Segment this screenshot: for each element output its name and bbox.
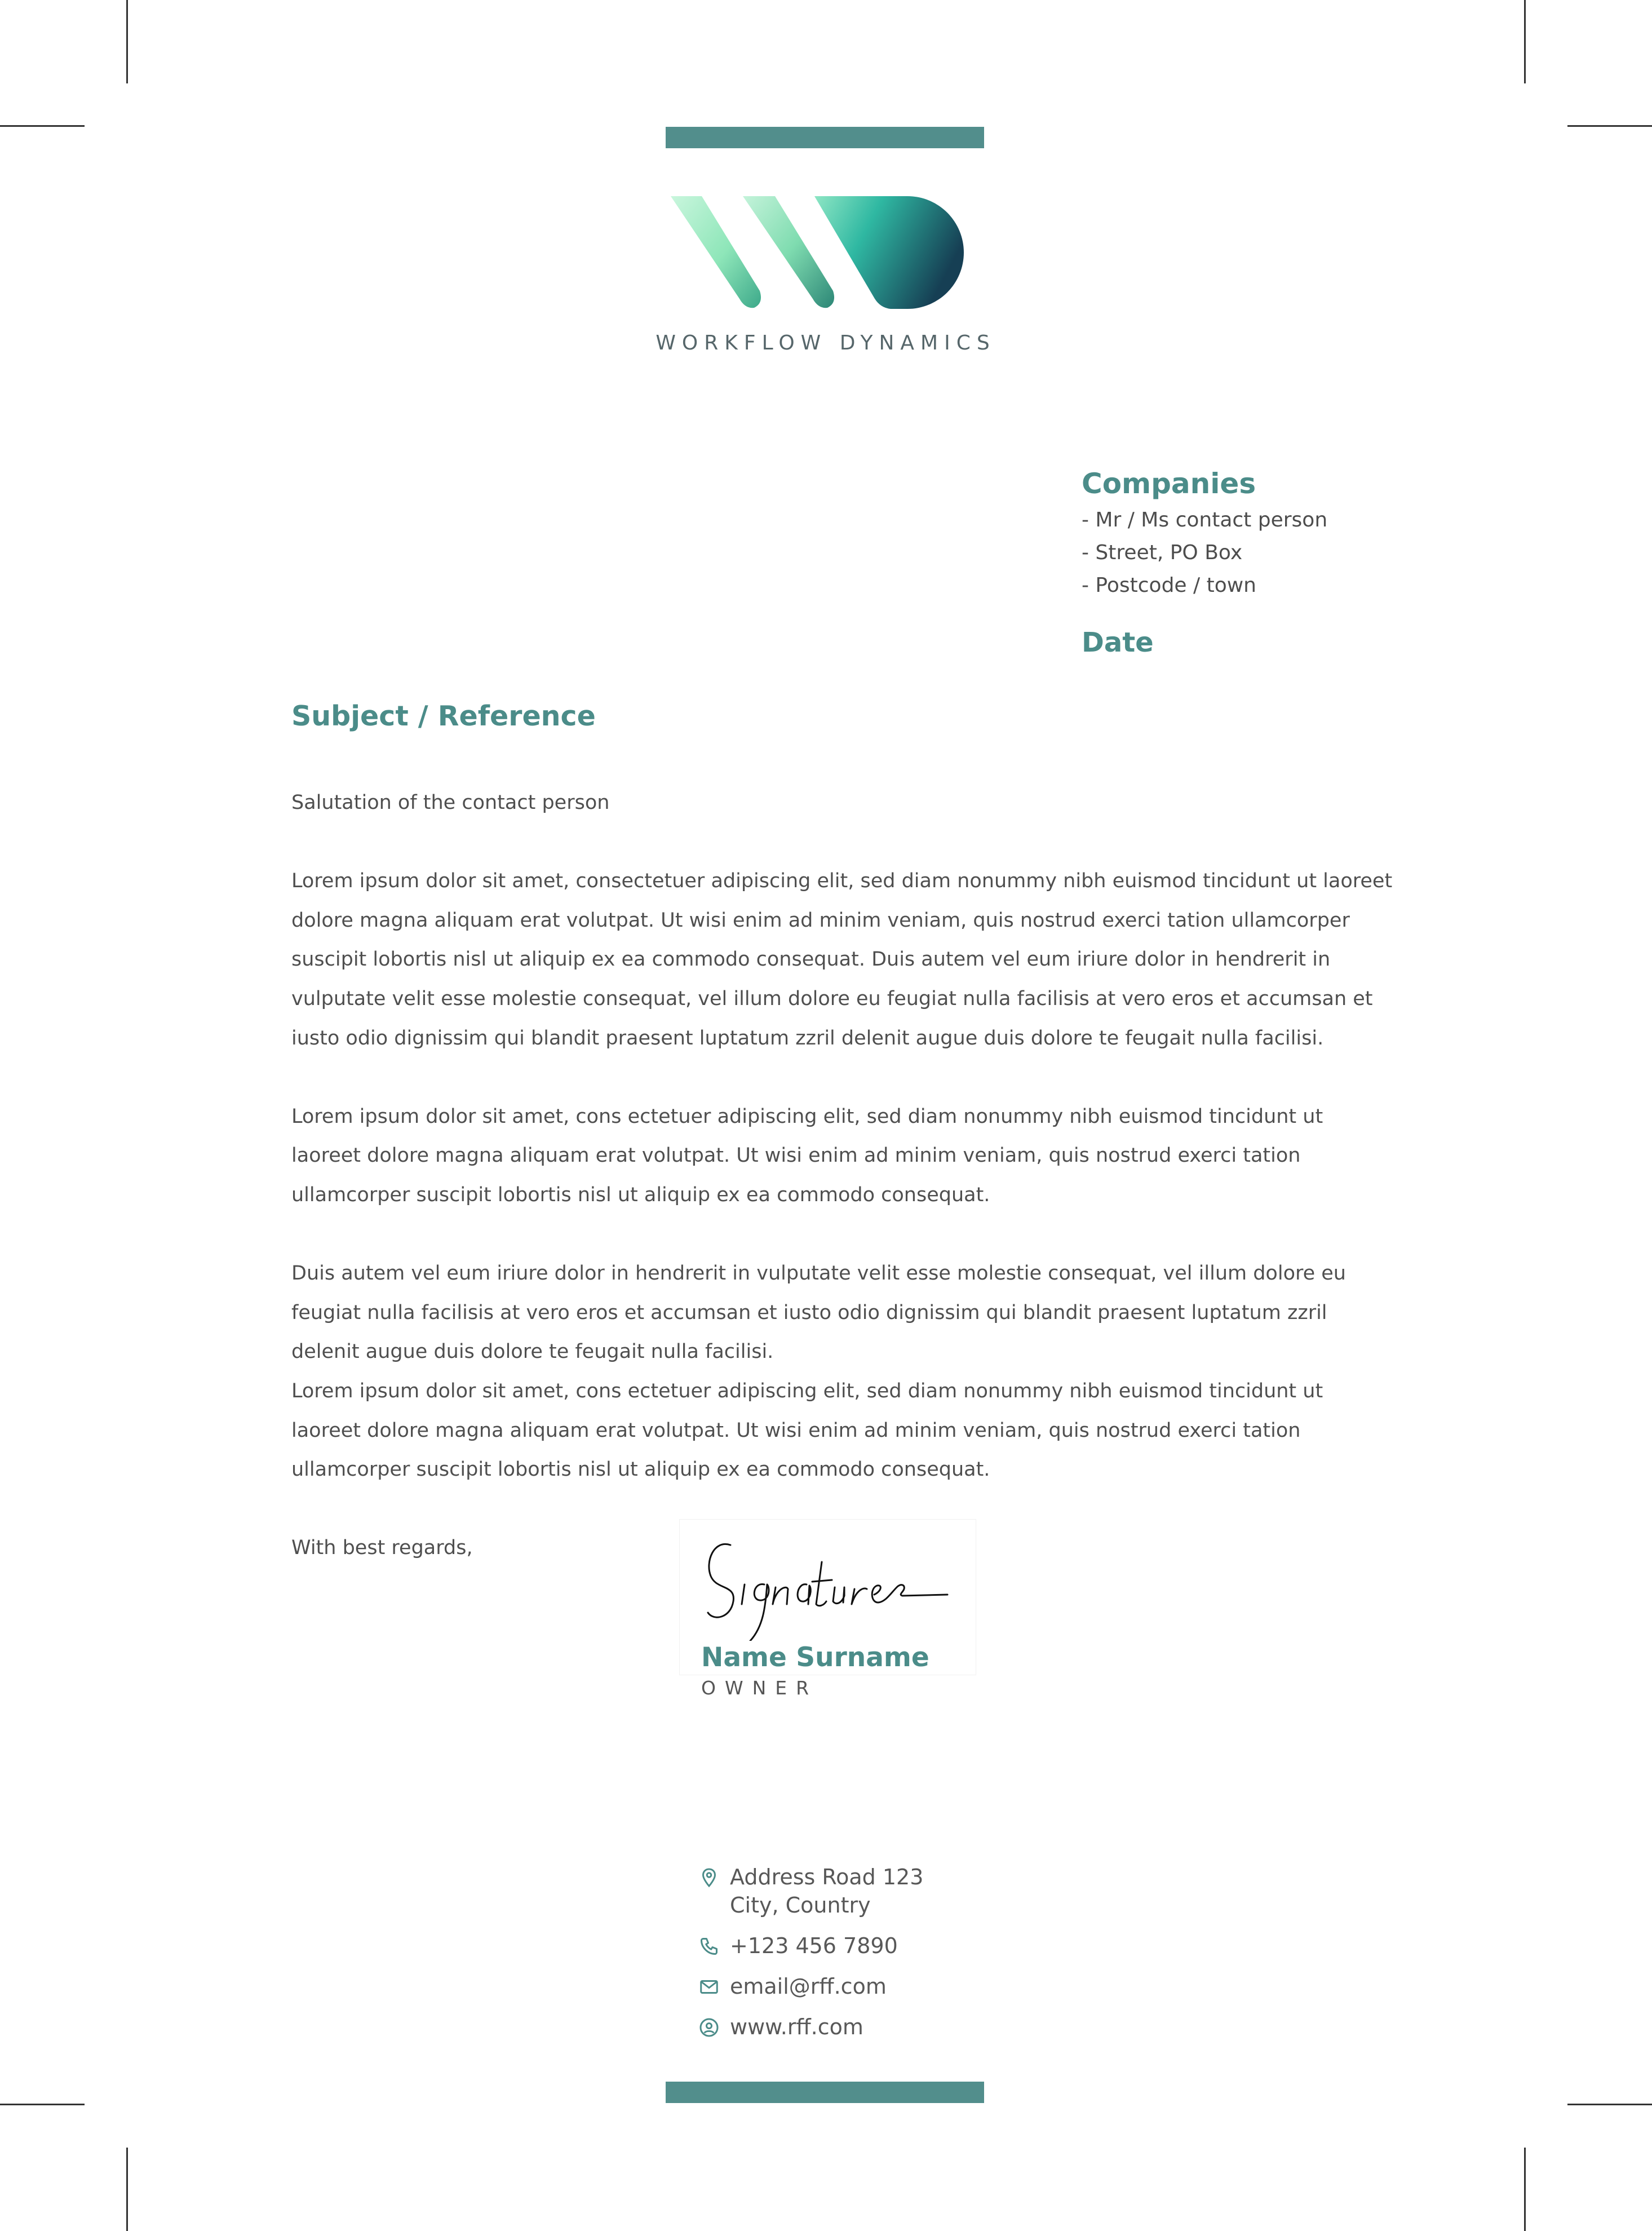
location-pin-icon [699, 1867, 719, 1888]
body-paragraph: Lorem ipsum dolor sit amet, cons ectetuer adipiscing elit, sed diam nonummy nibh euismod tincidunt ut laoreet dolore magna aliquam erat volutpat. Ut wisi enim ad minim veniam, quis nostrud exerci tation ullamcorper suscipit lobortis nisl ut aliquip ex ea commodo consequat. [291, 1105, 1323, 1206]
body-paragraph: Lorem ipsum dolor sit amet, cons ectetuer adipiscing elit, sed diam nonummy nibh euismod tincidunt ut laoreet dolore magna aliquam erat volutpat. Ut wisi enim ad minim veniam, quis nostrud exerci tation ullamcorper suscipit lobortis nisl ut aliquip ex ea commodo consequat. [291, 1379, 1323, 1481]
contact-phone [699, 1932, 1093, 1960]
address-line-2: City, Country [730, 1893, 871, 1918]
signer-role: OWNER [701, 1677, 818, 1699]
crop-mark [1524, 2148, 1526, 2231]
crop-mark [1567, 125, 1652, 127]
recipient-street: - Street, PO Box [1082, 541, 1243, 564]
crop-mark [1567, 2104, 1652, 2105]
body-paragraph: Lorem ipsum dolor sit amet, consectetuer adipiscing elit, sed diam nonummy nibh euismod tincidunt ut laoreet dolore magna aliquam erat volutpat. Ut wisi enim ad minim veniam, quis nostrud exerci tation ullamcorper suscipit lobortis nisl ut aliquip ex ea commodo consequat. Duis autem vel eum iriure dolor in hendrerit in vulputate velit esse molestie consequat, vel illum dolore eu feugiat nulla facilisis at vero eros et accumsan et iusto odio dignissim qui blandit praesent luptatum zzril delenit augue duis dolore te feugait nulla facilisi. [291, 870, 1393, 1050]
recipient-block [1082, 463, 1533, 602]
crop-mark [126, 0, 128, 83]
salutation: Salutation of the contact person [291, 791, 610, 814]
user-circle-icon [699, 2017, 719, 2038]
closing: With best regards, [291, 1537, 473, 1560]
contact-address [699, 1863, 1093, 1919]
date-label: Date [1082, 627, 1154, 658]
address-line-1: Address Road 123 [730, 1865, 924, 1889]
crop-mark [0, 125, 85, 127]
crop-mark [126, 2148, 128, 2231]
workflow-dynamics-logo-icon [671, 196, 964, 315]
email-address[interactable]: email@rff.com [730, 1974, 887, 1999]
recipient-postcode-town: - Postcode / town [1082, 574, 1256, 597]
footer-band [666, 2082, 984, 2103]
header-band [666, 127, 984, 148]
contact-email [699, 1972, 1093, 2000]
recipient-contact-person: - Mr / Ms contact person [1082, 508, 1328, 532]
signer-name: Name Surname [701, 1642, 929, 1673]
phone-icon [699, 1936, 719, 1956]
contact-block [699, 1863, 1093, 2041]
crop-mark [1524, 0, 1526, 83]
crop-mark [0, 2104, 85, 2105]
handwritten-signature [691, 1528, 962, 1641]
phone-number[interactable]: +123 456 7890 [730, 1933, 898, 1958]
brand-name: WORKFLOW DYNAMICS [656, 331, 996, 355]
body-paragraph: Duis autem vel eum iriure dolor in hendrerit in vulputate velit esse molestie consequat, vel illum dolore eu feugiat nulla facilisis at vero eros et accumsan et iusto odio dignissim qui blandit praesent luptatum zzril delenit augue duis dolore te feugait nulla facilisi. [291, 1262, 1346, 1364]
contact-website [699, 2013, 1093, 2041]
recipient-company: Companies [1082, 467, 1256, 500]
website-url[interactable]: www.rff.com [730, 2015, 863, 2039]
subject-heading: Subject / Reference [291, 700, 596, 732]
letter-body [291, 783, 1396, 1568]
envelope-icon [699, 1977, 719, 1997]
